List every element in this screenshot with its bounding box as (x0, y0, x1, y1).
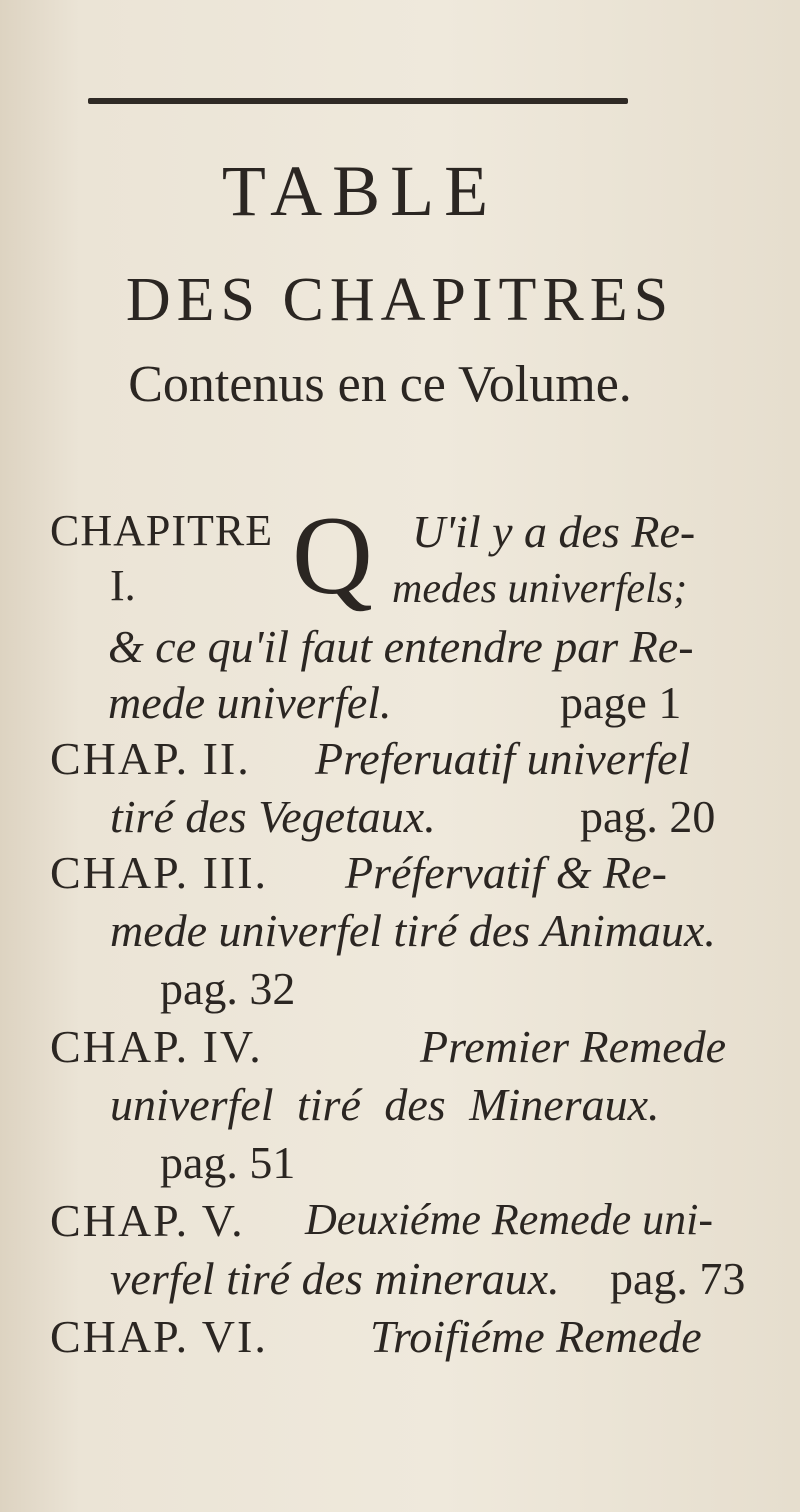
chapter-4-text-2: univerfel tiré des Mineraux. (110, 1079, 660, 1130)
chapter-1-text-1: U'il y a des Re- (412, 506, 696, 557)
chapter-1-text-3: & ce qu'il faut entendre par Re- (108, 621, 694, 672)
contents-line: Contenus en ce Volume. (128, 356, 632, 413)
chapter-3-text-2: mede univerfel tiré des Animaux. (110, 905, 716, 956)
top-rule (88, 98, 628, 104)
chapter-2-text-2: tiré des Vegetaux. (110, 791, 436, 842)
page-subtitle: DES CHAPITRES (125, 266, 675, 334)
chapter-6-label: CHAP. VI. (50, 1311, 268, 1362)
chapter-6-text-1: Troifiéme Remede (370, 1311, 702, 1362)
chapter-3-page: pag. 32 (160, 963, 296, 1014)
chapter-2-page: pag. 20 (580, 791, 716, 842)
chapter-5-text-1: Deuxiéme Remede uni- (305, 1195, 714, 1244)
chapter-2-text-1: Preferuatif univerfel (315, 733, 691, 784)
chapter-1-text-2: medes univerfels; (392, 566, 688, 612)
chapter-4-label: CHAP. IV. (50, 1021, 263, 1072)
chapter-1-label: CHAPITRE (50, 506, 274, 555)
chapter-1-page: page 1 (560, 677, 682, 728)
chapter-1-drop-cap: Q (292, 494, 373, 618)
chapter-1-number: I. (110, 561, 136, 610)
chapter-3-label: CHAP. III. (50, 847, 269, 898)
page-title: TABLE (221, 151, 499, 231)
chapter-4-text-1: Premier Remede (420, 1021, 727, 1072)
chapter-5-label: CHAP. V. (50, 1195, 245, 1246)
chapter-3-text-1: Préfervatif & Re- (345, 847, 667, 898)
chapter-5-page: pag. 73 (610, 1253, 746, 1304)
chapter-4-page: pag. 51 (160, 1137, 296, 1188)
chapter-1-text-4: mede univerfel. (108, 677, 392, 728)
chapter-5-text-2: verfel tiré des mineraux. (110, 1253, 560, 1304)
chapter-2-label: CHAP. II. (50, 733, 251, 784)
